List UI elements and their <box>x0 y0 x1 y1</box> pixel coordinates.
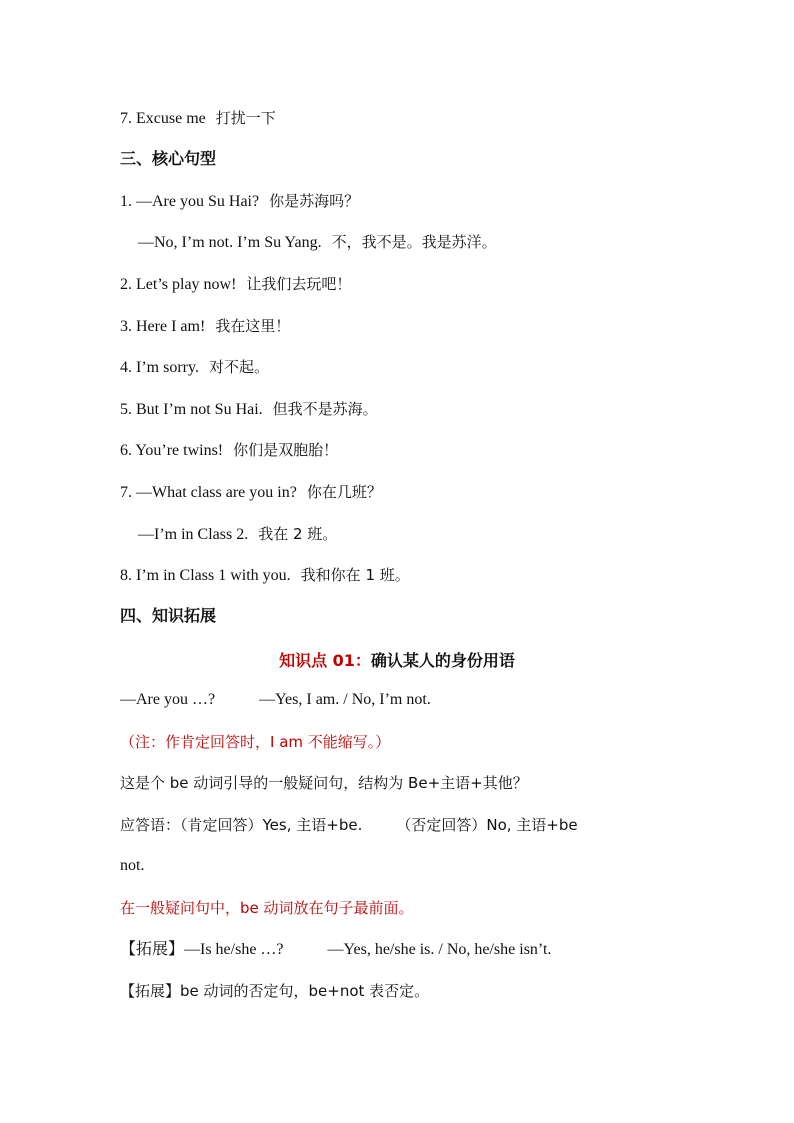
extension-answer: —Yes, he/she is. / No, he/she isn’t. <box>327 941 552 958</box>
sentence-en: 2. Let’s play now! <box>120 276 237 293</box>
vocab-en: 7. Excuse me <box>120 110 206 127</box>
knowledge-point-title <box>0 648 794 671</box>
sentence-7-answer <box>138 524 337 545</box>
sentence-1 <box>120 191 359 212</box>
sentence-en: 5. But I’m not Su Hai. <box>120 401 263 418</box>
extension-1 <box>120 940 551 960</box>
sentence-3 <box>120 316 290 337</box>
sentence-en: 3. Here I am! <box>120 318 206 335</box>
sentence-8 <box>120 565 410 586</box>
sentence-5 <box>120 399 378 420</box>
vocab-cn: 打扰一下 <box>215 109 276 127</box>
answer-negative: （否定回答）No, 主语+be <box>396 816 578 834</box>
sentence-en: —No, I’m not. I’m Su Yang. <box>138 234 322 251</box>
sentence-cn: 你们是双胞胎！ <box>233 441 339 459</box>
sentence-en: 1. —Are you Su Hai? <box>120 193 260 210</box>
sentence-en: 8. I’m in Class 1 with you. <box>120 567 291 584</box>
note-text: （注：作肯定回答时，I am 不能缩写。） <box>120 733 391 751</box>
sentence-cn: 不，我不是。我是苏洋。 <box>331 233 497 251</box>
section-heading-knowledge-extension: 四、知识拓展 <box>120 606 217 625</box>
knowledge-point-label: 知识点 01： <box>279 651 371 670</box>
sentence-cn: 你是苏海吗？ <box>269 192 360 210</box>
question-text: —Are you …? <box>120 691 216 708</box>
sentence-cn: 对不起。 <box>208 358 269 376</box>
rule-text: 在一般疑问句中，be 动词放在句子最前面。 <box>120 899 414 917</box>
sentence-cn: 我在 2 班。 <box>258 525 338 543</box>
sentence-1-answer <box>138 232 497 253</box>
extension-question: 【拓展】—Is he/she …? <box>120 941 284 958</box>
description-text: 这是个 be 动词引导的一般疑问句，结构为 Be+主语+其他？ <box>120 774 528 792</box>
answer-positive: 应答语：（肯定回答）Yes, 主语+be. <box>120 816 363 834</box>
sentence-cn: 我在这里！ <box>215 317 291 335</box>
extension-2: 【拓展】be 动词的否定句，be+not 表否定。 <box>120 982 430 1000</box>
answer-text: —Yes, I am. / No, I’m not. <box>259 691 431 708</box>
sentence-cn: 让我们去玩吧！ <box>246 275 352 293</box>
sentence-en: 7. —What class are you in? <box>120 484 297 501</box>
answer-structure-continued: not. <box>120 857 145 874</box>
sentence-cn: 但我不是苏海。 <box>272 400 378 418</box>
sentence-cn: 我和你在 1 班。 <box>300 566 410 584</box>
sentence-en: 6. You’re twins! <box>120 442 224 459</box>
sentence-7 <box>120 482 382 503</box>
dialog-example <box>120 690 431 710</box>
answer-structure <box>120 815 578 835</box>
vocab-item-7 <box>120 108 276 129</box>
sentence-6 <box>120 440 338 461</box>
section-heading-core-sentences: 三、核心句型 <box>120 149 217 168</box>
sentence-2 <box>120 274 351 295</box>
sentence-en: —I’m in Class 2. <box>138 526 249 543</box>
sentence-4 <box>120 357 269 378</box>
knowledge-point-text: 确认某人的身份用语 <box>370 651 515 670</box>
sentence-en: 4. I’m sorry. <box>120 359 199 376</box>
sentence-cn: 你在几班？ <box>306 483 382 501</box>
